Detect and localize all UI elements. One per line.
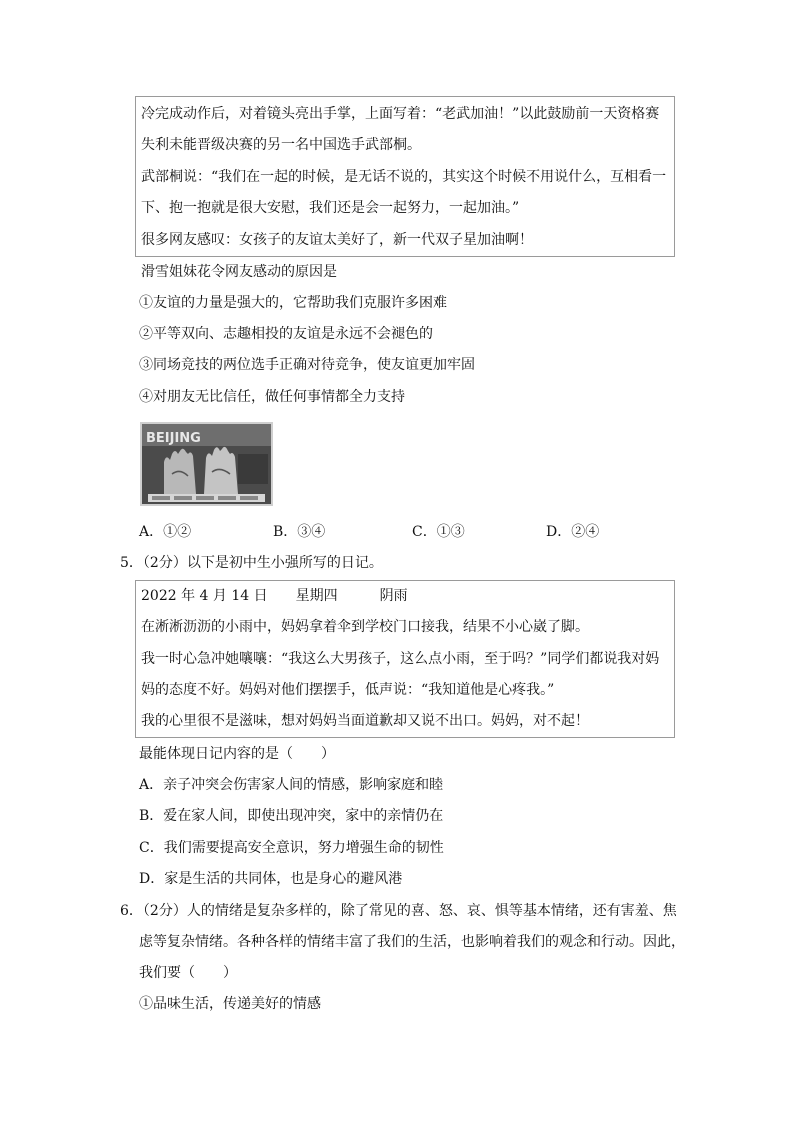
option-b[interactable]: B．爱在家人间，即使出现冲突，家中的亲情仍在 (139, 808, 444, 824)
passage-line: 冷完成动作后，对着镜头亮出手掌，上面写着：“老武加油！”以此鼓励前一天资格赛 (141, 106, 660, 122)
diary-line: 我的心里很不是滋味，想对妈妈当面道歉却又说不出口。妈妈，对不起！ (141, 713, 589, 729)
question-stem-cont: 虑等复杂情绪。各种各样的情绪丰富了我们的生活，也影响着我们的观念和行动。因此， (139, 934, 685, 950)
question-stem: 5．（2分）以下是初中生小强所写的日记。 (120, 555, 383, 571)
option-d[interactable]: D．②④ (546, 524, 600, 540)
passage-line: 很多网友感叹：女孩子的友谊太美好了，新一代双子星加油啊！ (141, 232, 533, 248)
question-stem: 6．（2分）人的情绪是复杂多样的，除了常见的喜、怒、哀、惧等基本情绪，还有害羞、焦 (120, 903, 677, 919)
question-prompt: 最能体现日记内容的是（ ） (139, 746, 335, 762)
statement-item: ②平等双向、志趣相投的友谊是永远不会褪色的 (139, 326, 433, 342)
option-c[interactable]: C．①③ (412, 524, 465, 540)
hands-photo (140, 422, 273, 506)
option-d[interactable]: D．家是生活的共同体，也是身心的避风港 (139, 871, 403, 887)
question-stem-cont: 我们要（ ） (139, 965, 237, 981)
photo-lettering: BEIJING (146, 431, 201, 446)
statement-item: ④对朋友无比信任，做任何事情都全力支持 (139, 389, 405, 405)
statement-item: ③同场竞技的两位选手正确对待竞争，使友谊更加牢固 (139, 357, 475, 373)
option-a[interactable]: A．①② (139, 524, 192, 540)
diary-line: 我一时心急冲她嚷嚷：“我这么大男孩子，这么点小雨，至于吗？”同学们都说我对妈 (141, 651, 660, 667)
hands-photo-image (142, 424, 271, 504)
statement-item: ①品味生活，传递美好的情感 (139, 996, 321, 1012)
option-a[interactable]: A．亲子冲突会伤害家人间的情感，影响家庭和睦 (139, 777, 444, 793)
option-c[interactable]: C．我们需要提高安全意识，努力增强生命的韧性 (139, 840, 444, 856)
statement-item: ①友谊的力量是强大的，它帮助我们克服许多困难 (139, 295, 447, 311)
passage-line: 武部桐说：“我们在一起的时候，是无话不说的，其实这个时候不用说什么，互相看一 (141, 169, 667, 185)
passage-line: 失利未能晋级决赛的另一名中国选手武部桐。 (141, 137, 421, 153)
passage-line: 下、抱一抱就是很大安慰，我们还是会一起努力，一起加油。” (141, 200, 520, 216)
diary-line: 在淅淅沥沥的小雨中，妈妈拿着伞到学校门口接我，结果不小心崴了脚。 (141, 619, 589, 635)
diary-line: 2022 年 4 月 14 日 星期四 阴雨 (141, 588, 408, 604)
question-prompt: 滑雪姐妹花令网友感动的原因是 (141, 264, 337, 280)
option-b[interactable]: B．③④ (273, 524, 326, 540)
diary-line: 妈的态度不好。妈妈对他们摆摆手，低声说：“我知道他是心疼我。” (141, 682, 555, 698)
